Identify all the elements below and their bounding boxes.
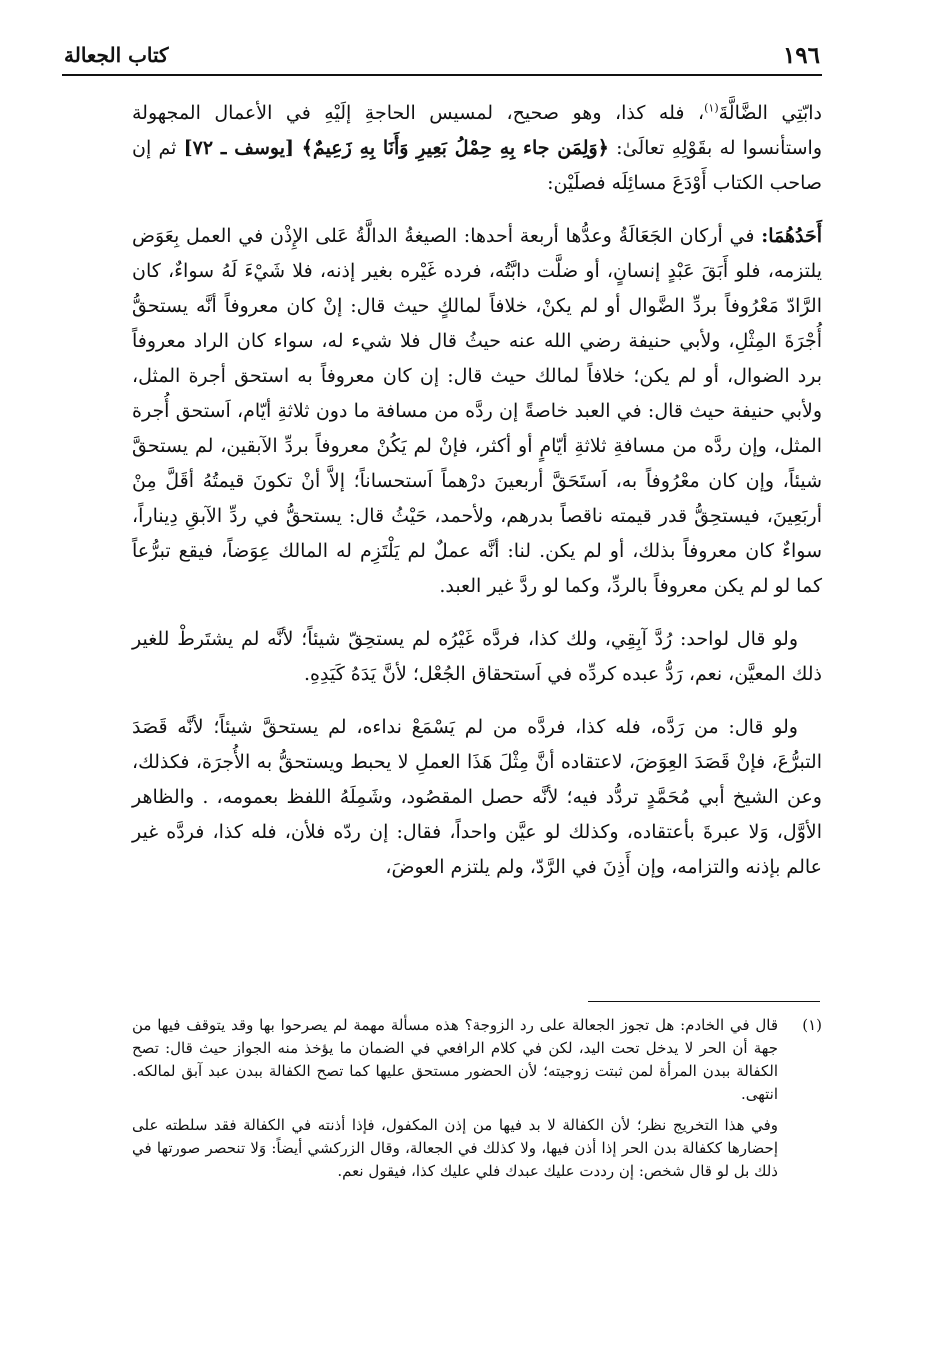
section-lead-word: أَحَدُهُمَا:: [761, 225, 822, 247]
footnote-paragraph: قال في الخادم: هل تجوز الجعالة على رد الزوجة؟ هذه مسألة مهمة لم يصرحوا بها وقد يتوقف فيها من جهة أن الحر لا يدخل تحت اليد، لكن في كلام الرافعي في الضمان ما يؤخذ منه الجواز حيث قال: تصح الكفالة ببدن المرأة لمن ثبتت زوجيته؛ لأن الحضور مستحق عليها كما تصح الكفالة ببدن عبد آبق لمالكه. انتهى.: [132, 1016, 778, 1103]
page-number: ١٩٦: [782, 42, 820, 69]
footnote-reference: (١): [704, 101, 719, 115]
paragraph-first-section: [132, 219, 822, 604]
intro-opening-text: دابّتِي الضَّالَّةَ: [718, 102, 823, 124]
footnote-paragraph: وفي هذا التخريج نظر؛ لأن الكفالة لا بد فيها من إذن المكفول، فإذا أذنته في الكفالة فقد سلطته على إحضارها ككفالة بدن الحر إذا أذن فيها، ولا كذلك في الجعالة، وقال الزركشي أيضاً: وَلا تنحصر صورتها في ذلك بل لو قال شخص: إن رددت عليك عبدك فلي عليك كذا، فيقول نعم.: [132, 1116, 778, 1180]
main-text: [132, 96, 822, 903]
quran-verse: ﴿وَلِمَن جاء بِهِ حِمْلُ بَعِيرِ وَأَنَا بِهِ زَعِيمٌ﴾ [يوسف ـ ٧٢]: [183, 137, 609, 159]
paragraph-unheard-call: ولو قال: من رَدَّه، فله كذا، فردَّه من لم يَسْمَعْ نداءه، لم يستحقَّ شيئاً؛ لأنَّه قَصَدَ التبرُّعَ، فإنْ قَصَدَ العِوَضَ، لاعتقاده أنَّ مِثْلَ هَذَا العملِ لا يحبط ويستحقُّ به الأُجرَة، فكذلك، وعن الشيخ أبي مُحَمَّدٍ تردُّد فيه؛ لأنَّه حصل المقصُود، وشَمِلَهُ اللفظ بعمومه، . والظاهر الأوَّل، وَلا عبرةَ بأعتقاده، وكذلك لو عيَّن واحداً، فقال: إن ردّه فلأن، فله كذا، فردَّه غير عالم بإذنه والتزامه، وإن أَذِنَ في الرَّدّ، ولم يلتزم العوضَ،: [132, 716, 822, 878]
first-section-text: في أركان الجَعَالَةُ وعدُّها أربعة أحدها: الصيغةُ الدالَّةُ عَلى الإِذْن في العمل بِعَوَض يلتزمه، فلو أَبَقَ عَبْدٍ إنسانٍ، أو ضلَّت دابَّتُه، فرده غَيْره بغير إذنه، فلا شَيْءَ لَهُ سواءٌ، كان الرَّادّ مَعْرُوفاً بردِّ الضَّوال أو لم يكنْ، خلافاً لمالكٍ حيث قال: إنْ كان معروفاً أنَّه يستحقُّ أُجْرَةَ المِثْلِ، ولأبي حنيفة رضي الله عنه حيثُ قال فلا شيء له، سواء كان الراد معروفاً برد الضوال، أو لم يكن؛ خلافاً لمالك حيث قال: إن كان معروفاً به استحق أجرة المثل، ولأبي حنيفة حيث قال: في العبد خاصةً إن ردَّه من مسافة ما دون ثلاثةِ أيّام، اَستحق أُجرة المثل، وإن ردَّه من مسافةِ ثلاثةِ أيّامٍ أو أكثر، فإنْ لم يَكُنْ معروفاً بردِّ الآبقين، لم يستحقَّ شيئاً، وإن كان معْرُوفاً به، اَستَحَقَّ أربعينَ درْهماً اَستحساناً؛ إلاَّ أنْ تكونَ قيمتُهُ أقَلَّ مِنْ أربَعِينَ، فيستحِقُّ قدر قيمته ناقصاً بدرهم، ولأحمد، حَيْثُ قال: يستحقُّ في ردِّ الآبقِ دِيناراً، سواءٌ كان معروفاً بذلك، أو لم يكن. لنا: أنَّه عملٌ لم يَلْتَزِم له المالك عِوَضاً، فيقع تبرُّعاً كما لو لم يكن معروفاً بالردِّ، وكما لو ردَّ غير العبد.: [132, 225, 822, 597]
footnote-divider: [588, 1001, 820, 1002]
footnotes: [132, 1014, 822, 1191]
intro-text: ، فله كذا، وهو صحيح، لمسيس الحاجةِ إلَيْهِ في الأعمال المجهولة واستأنسوا له بقَوْلِهِ تعالَىٰ:: [132, 102, 822, 159]
running-title: كتاب الجعالة: [64, 43, 169, 67]
page-header: [62, 40, 822, 76]
paragraph-intro: [132, 96, 822, 201]
footnote-1: [132, 1014, 822, 1183]
intro-closing-text: ثم إن صاحب الكتاب أَوْدَعَ مسائِلَه فصلَيْن:: [132, 137, 822, 194]
footnote-number: (١): [802, 1016, 822, 1034]
paragraph-specific-finder: ولو قال لواحد: رُدَّ آبِقِي، ولك كذا، فردَّه غَيْرُه لم يستحِقّ شيئاً؛ لأنَّه لم يشتَرطْ للغير ذلك المعيَّن، نعم، رَدُّ عبده كردِّه في اَستحقاق الجُعْل؛ لأنَّ يَدَهُ كَيَدِهِ.: [132, 628, 822, 685]
